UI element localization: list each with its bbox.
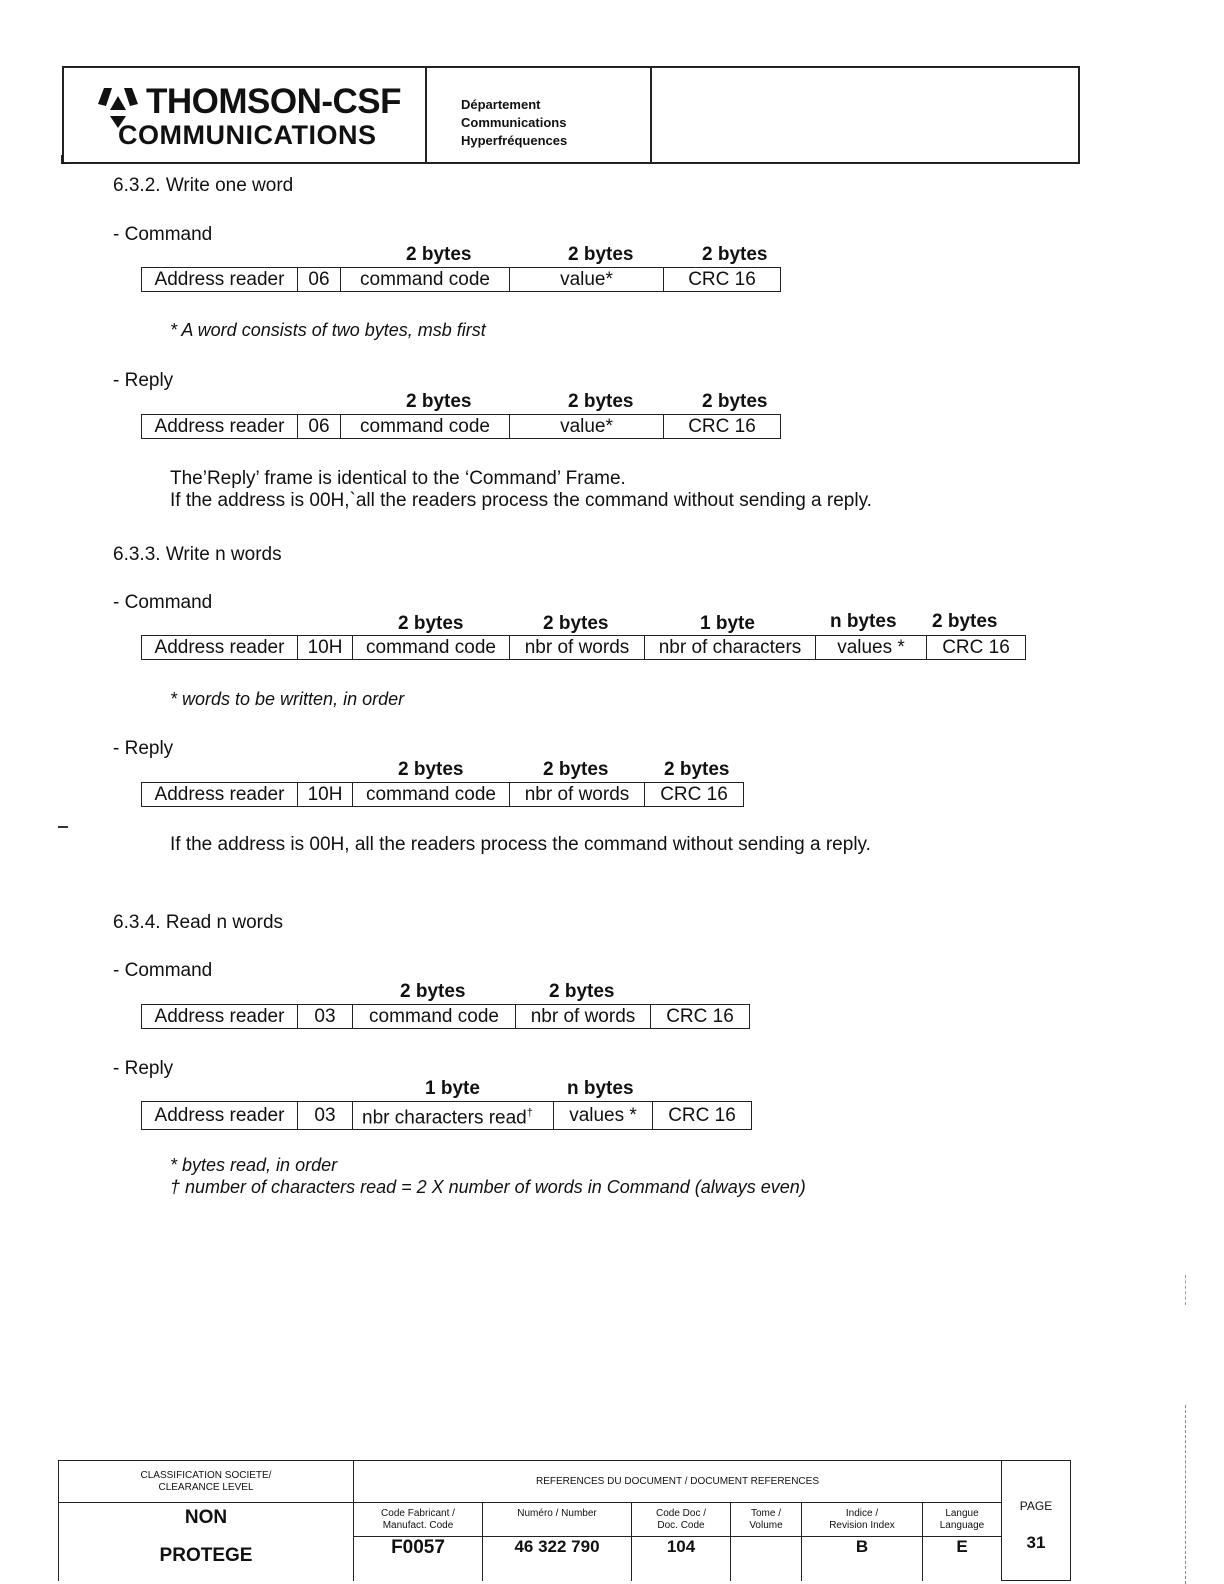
scan-mark — [1185, 1275, 1186, 1305]
page-label: PAGE — [1019, 1498, 1053, 1513]
frame-cell: value* — [510, 415, 664, 439]
size-label: 2 bytes — [932, 611, 998, 632]
section-heading: 6.3.3. Write n words — [113, 544, 282, 565]
size-label: 2 bytes — [406, 244, 472, 265]
frame-cell: Address reader — [142, 636, 298, 660]
references-label: REFERENCES DU DOCUMENT / DOCUMENT REFERENCES — [354, 1461, 1002, 1503]
frame-cell: CRC 16 — [664, 268, 781, 292]
page-number: 31 — [1026, 1532, 1046, 1552]
footnote: † number of characters read = 2 X number of words in Command (always even) — [170, 1177, 806, 1197]
frame-cell: CRC 16 — [645, 783, 744, 807]
frame-cell: Address reader — [142, 415, 298, 439]
frame-cell — [353, 1102, 554, 1130]
ref-col-label: Numéro / Number — [483, 1503, 632, 1537]
size-label: 2 bytes — [406, 391, 472, 412]
frame-cell: command code — [341, 415, 510, 439]
frame-cell: command code — [353, 783, 510, 807]
ref-col-label: Code Doc / Doc. Code — [632, 1503, 731, 1537]
size-label: 2 bytes — [702, 244, 768, 265]
frame-cell: nbr of words — [510, 783, 645, 807]
size-label: n bytes — [567, 1078, 634, 1099]
brand-subtitle: COMMUNICATIONS — [118, 120, 377, 150]
header-divider — [650, 68, 652, 162]
body-text: If the address is 00H, all the readers process the command without sending a reply. — [170, 834, 871, 855]
reply-frame-table — [141, 414, 781, 439]
frame-cell: 06 — [298, 415, 341, 439]
page-cell — [1002, 1461, 1071, 1581]
ref-value: 46 322 790 — [483, 1537, 632, 1581]
frame-cell: value* — [510, 268, 664, 292]
frame-cell: CRC 16 — [927, 636, 1026, 660]
frame-cell: CRC 16 — [653, 1102, 752, 1130]
command-label: - Command — [113, 592, 213, 613]
dept-line: Hyperfréquences — [461, 133, 568, 148]
dagger-mark: † — [526, 1107, 533, 1119]
body-text: The’Reply’ frame is identical to the ‘Command’ Frame. — [170, 468, 626, 489]
command-frame-table — [141, 1004, 750, 1029]
size-label: 2 bytes — [543, 613, 609, 634]
size-label: 2 bytes — [664, 759, 730, 780]
reply-frame-table — [141, 1101, 752, 1130]
reply-label: - Reply — [113, 1058, 174, 1079]
classification-value: NON PROTEGE — [59, 1503, 354, 1581]
header-divider — [425, 68, 427, 162]
frame-cell: Address reader — [142, 268, 298, 292]
ref-value: F0057 — [354, 1537, 483, 1581]
frame-cell: 03 — [298, 1005, 353, 1029]
size-label: 1 byte — [700, 613, 755, 634]
size-label: 2 bytes — [702, 391, 768, 412]
frame-cell: Address reader — [142, 1102, 298, 1130]
command-frame-table — [141, 267, 781, 292]
scan-mark — [58, 826, 68, 829]
reply-label: - Reply — [113, 738, 174, 759]
ref-value — [731, 1537, 802, 1581]
document-reference-table — [58, 1460, 1071, 1581]
reply-frame-table — [141, 782, 744, 807]
frame-cell: nbr of characters — [645, 636, 816, 660]
frame-cell: nbr of words — [516, 1005, 651, 1029]
ref-value: B — [802, 1537, 923, 1581]
frame-cell: command code — [353, 636, 510, 660]
corner-mark: L — [60, 152, 68, 167]
department-name — [461, 96, 567, 150]
frame-cell: CRC 16 — [651, 1005, 750, 1029]
frame-cell: command code — [341, 268, 510, 292]
size-label: 2 bytes — [549, 981, 615, 1002]
frame-cell-text: nbr characters read — [362, 1107, 527, 1129]
size-label: 2 bytes — [568, 244, 634, 265]
classification-label: CLASSIFICATION SOCIETE/ CLEARANCE LEVEL — [59, 1461, 354, 1503]
ref-col-label: Tome / Volume — [731, 1503, 802, 1537]
command-label: - Command — [113, 960, 213, 981]
ref-value: 104 — [632, 1537, 731, 1581]
ref-col-label: Code Fabricant / Manufact. Code — [354, 1503, 483, 1537]
ref-value: E — [923, 1537, 1002, 1581]
size-label: 2 bytes — [400, 981, 466, 1002]
size-label: 2 bytes — [568, 391, 634, 412]
frame-cell: 06 — [298, 268, 341, 292]
frame-cell: nbr of words — [510, 636, 645, 660]
frame-cell: 10H — [298, 636, 353, 660]
frame-cell: CRC 16 — [664, 415, 781, 439]
frame-cell: values * — [816, 636, 927, 660]
frame-cell: Address reader — [142, 783, 298, 807]
brand-name: THOMSON-CSF — [146, 82, 402, 121]
size-label: 2 bytes — [398, 759, 464, 780]
dept-line: Département — [461, 97, 541, 112]
size-label: n bytes — [830, 611, 897, 632]
frame-cell: command code — [353, 1005, 516, 1029]
footnote: * bytes read, in order — [170, 1155, 338, 1175]
command-frame-table — [141, 635, 1026, 660]
ref-col-label: Langue Language — [923, 1503, 1002, 1537]
size-label: 2 bytes — [398, 613, 464, 634]
scan-mark — [1185, 1405, 1186, 1584]
reply-label: - Reply — [113, 370, 174, 391]
footnote: * A word consists of two bytes, msb first — [170, 320, 486, 340]
size-label: 2 bytes — [543, 759, 609, 780]
dept-line: Communications — [461, 115, 567, 130]
ref-col-label: Indice / Revision Index — [802, 1503, 923, 1537]
frame-cell: 10H — [298, 783, 353, 807]
size-label: 1 byte — [425, 1078, 480, 1099]
command-label: - Command — [113, 224, 213, 245]
frame-cell: 03 — [298, 1102, 353, 1130]
frame-cell: Address reader — [142, 1005, 298, 1029]
section-heading: 6.3.2. Write one word — [113, 175, 294, 196]
footnote: * words to be written, in order — [170, 689, 405, 709]
section-heading: 6.3.4. Read n words — [113, 912, 284, 933]
body-text: If the address is 00H,`all the readers process the command without sending a reply. — [170, 490, 872, 511]
frame-cell: values * — [554, 1102, 653, 1130]
